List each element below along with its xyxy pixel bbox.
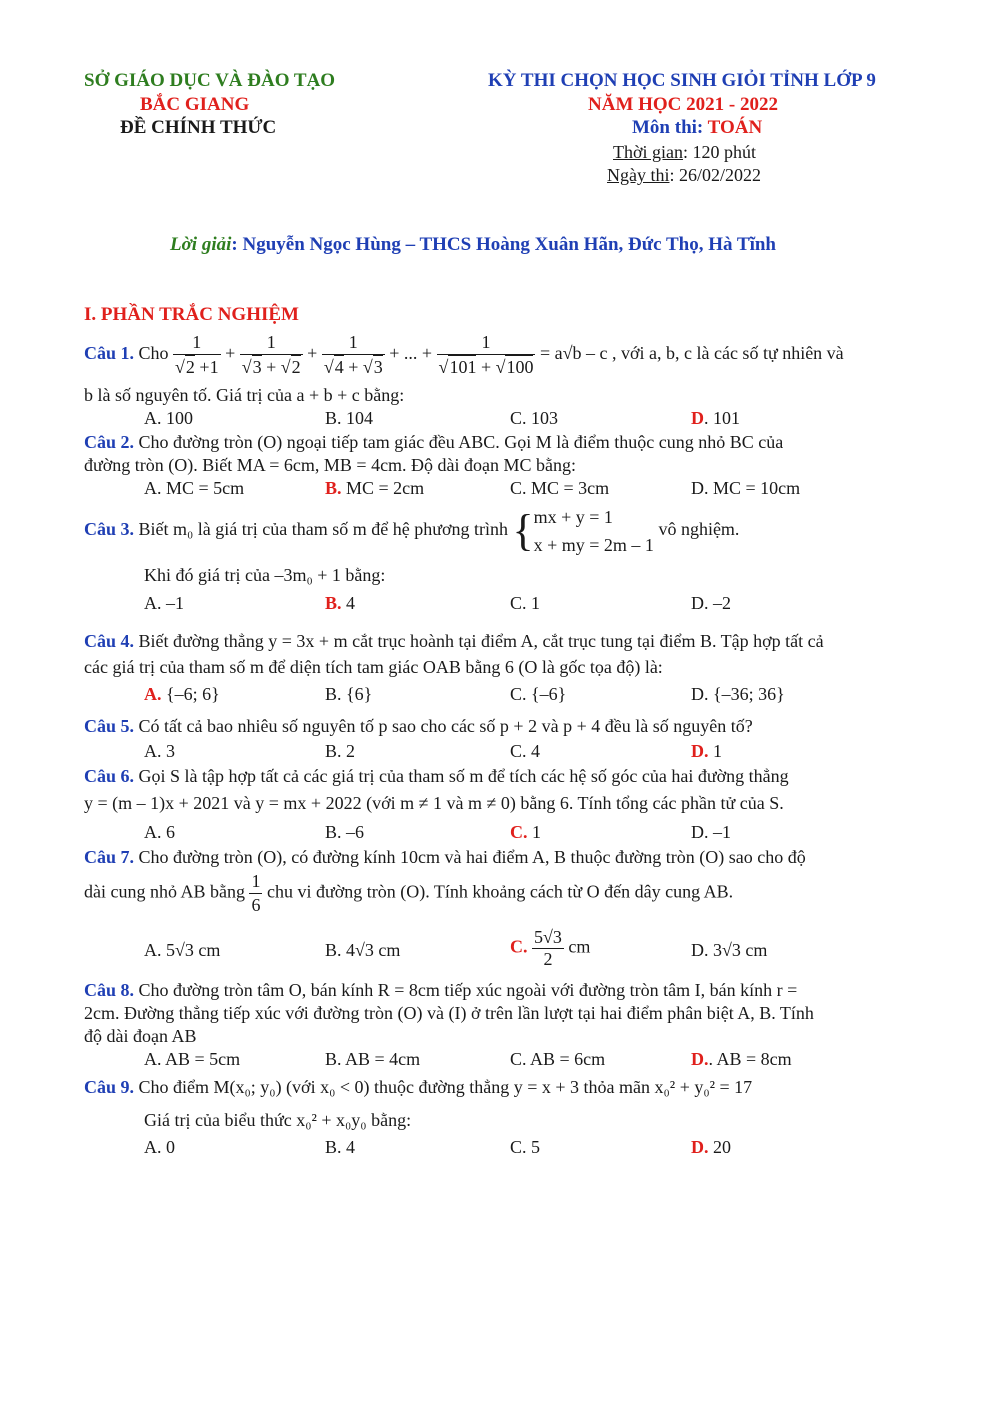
question-label: Câu 8. bbox=[84, 980, 135, 1000]
question-7: Câu 7. Cho đường tròn (O), có đường kính 10cm và hai điểm A, B thuộc đường tròn (O) sao cho độ bbox=[84, 847, 806, 867]
option-c[interactable]: C. 5 bbox=[510, 1137, 541, 1157]
date-label: Ngày thi bbox=[607, 165, 670, 185]
solver-text: : Nguyễn Ngọc Hùng – THCS Hoàng Xuân Hãn, Đức Thọ, Hà Tĩnh bbox=[231, 234, 776, 255]
question-1: Câu 1. Cho $\frac{1}{√2 +1}$ + $\frac{1}{√3 + √2}$ + $\frac{1}{√4 + √3}$ + ... + $\frac{1}{√101 + √100}$ = a√b – c , với a, b, c là các số tự nhiên và bbox=[84, 332, 844, 377]
option-b[interactable]: B. MC = 2cm bbox=[325, 478, 425, 498]
question-8: Câu 8. Cho đường tròn tâm O, bán kính R = 8cm tiếp xúc ngoài với đường tròn tâm I, bán kính r = bbox=[84, 980, 798, 1000]
option-b[interactable]: B. 4 bbox=[325, 1137, 356, 1157]
fraction: $\frac{1}{6}$ bbox=[251, 871, 261, 915]
question-3: Câu 3. Biết m₀ là giá trị của tham số m để hệ phương trình { mx + y = 1 x + my = 2m – 1 vô nghiệm. bbox=[84, 503, 739, 559]
option-b[interactable]: B. 4√3 cm bbox=[325, 940, 401, 960]
question-text: Giá trị của biểu thức x₀² + x₀y₀ bằng: bbox=[144, 1110, 412, 1130]
section-title: I. PHẦN TRẮC NGHIỆM bbox=[84, 304, 299, 325]
fraction: $\frac{1}{√101 + √100}$ bbox=[438, 332, 534, 377]
option-a[interactable]: A. 5√3 cm bbox=[144, 940, 221, 960]
option-d[interactable]: D. 101 bbox=[691, 408, 740, 428]
option-b[interactable]: B. {6} bbox=[325, 684, 373, 704]
subject-label: Môn thi: bbox=[632, 117, 704, 138]
question-label: Câu 9. bbox=[84, 1077, 135, 1097]
question-text: 2cm. Đường thẳng tiếp xúc với đường tròn (O) và (I) ở trên lần lượt tại hai điểm phân biệt A, B. Tính bbox=[84, 1003, 814, 1023]
question-text: = a√b – c , với a, b, c là các số tự nhiên và bbox=[539, 343, 844, 364]
option-c[interactable]: C. 1 bbox=[510, 822, 541, 842]
option-a[interactable]: A. 0 bbox=[144, 1137, 175, 1157]
option-a[interactable]: A. –1 bbox=[144, 593, 184, 613]
option-b[interactable]: B. 2 bbox=[325, 741, 356, 761]
option-c[interactable]: C. {–6} bbox=[510, 684, 567, 704]
fraction: $\frac{1}{√2 +1}$ bbox=[175, 332, 219, 377]
question-text: các giá trị của tham số m để diện tích tam giác OAB bằng 6 (O là gốc tọa độ) là: bbox=[84, 657, 663, 677]
question-text: dài cung nhỏ AB bằng $\frac{1}{6}$ chu vi đường tròn (O). Tính khoảng cách từ O đến dây cung AB. bbox=[84, 871, 734, 915]
option-a[interactable]: A. 3 bbox=[144, 741, 175, 761]
option-d[interactable]: D. –1 bbox=[691, 822, 731, 842]
question-label: Câu 6. bbox=[84, 766, 135, 786]
time-label: Thời gian bbox=[613, 142, 684, 162]
solver-line bbox=[170, 234, 776, 256]
school-year: NĂM HỌC 2021 - 2022 bbox=[588, 94, 778, 115]
province-name: BẮC GIANG bbox=[140, 94, 250, 115]
fraction: $\frac{1}{√3 + √2}$ bbox=[241, 332, 301, 377]
option-a[interactable]: A. 6 bbox=[144, 822, 175, 842]
option-d[interactable]: D. MC = 10cm bbox=[691, 478, 801, 498]
option-a[interactable]: A. 100 bbox=[144, 408, 193, 428]
subject-line bbox=[632, 117, 762, 139]
option-c[interactable]: C. AB = 6cm bbox=[510, 1049, 606, 1069]
question-6: Câu 6. Gọi S là tập hợp tất cả các giá trị của tham số m để tích các hệ số góc của hai đường thẳng bbox=[84, 766, 789, 786]
question-text: đường tròn (O). Biết MA = 6cm, MB = 4cm. Độ dài đoạn MC bằng: bbox=[84, 455, 577, 475]
question-label: Câu 7. bbox=[84, 847, 135, 867]
option-d[interactable]: D. {–36; 36} bbox=[691, 684, 785, 704]
time-line bbox=[613, 142, 756, 163]
subject-value: TOÁN bbox=[707, 117, 763, 138]
question-label: Câu 4. bbox=[84, 631, 135, 651]
question-5: Câu 5. Có tất cả bao nhiêu số nguyên tố p sao cho các số p + 2 và p + 4 đều là số nguyên tố? bbox=[84, 716, 753, 736]
option-b[interactable]: B. 104 bbox=[325, 408, 374, 428]
question-label: Câu 1. bbox=[84, 343, 135, 364]
option-d[interactable]: D. 20 bbox=[691, 1137, 731, 1157]
fraction: $\frac{1}{√4 + √3}$ bbox=[323, 332, 383, 377]
option-b[interactable]: B. –6 bbox=[325, 822, 365, 842]
question-2: Câu 2. Cho đường tròn (O) ngoại tiếp tam giác đều ABC. Gọi M là điểm thuộc cung nhỏ BC của bbox=[84, 432, 784, 452]
option-a[interactable]: A. AB = 5cm bbox=[144, 1049, 241, 1069]
option-a[interactable]: A. {–6; 6} bbox=[144, 684, 220, 704]
option-c[interactable]: C. 103 bbox=[510, 408, 559, 428]
option-d[interactable]: D. 1 bbox=[691, 741, 722, 761]
date-line bbox=[607, 165, 761, 186]
option-b[interactable]: B. AB = 4cm bbox=[325, 1049, 421, 1069]
question-text: Khi đó giá trị của –3m₀ + 1 bằng: bbox=[144, 565, 386, 585]
option-b[interactable]: B. 4 bbox=[325, 593, 356, 613]
solver-label: Lời giải bbox=[170, 234, 232, 255]
option-d[interactable]: D. –2 bbox=[691, 593, 731, 613]
option-c[interactable]: C. 4 bbox=[510, 741, 541, 761]
question-label: Câu 5. bbox=[84, 716, 135, 736]
question-9: Câu 9. Cho điểm M(x₀; y₀) (với x₀ < 0) thuộc đường thẳng y = x + 3 thỏa mãn x₀² + y₀² = 17 bbox=[84, 1077, 753, 1097]
date-value: : 26/02/2022 bbox=[669, 165, 762, 185]
option-c[interactable]: C. MC = 3cm bbox=[510, 478, 610, 498]
time-value: : 120 phút bbox=[683, 142, 757, 162]
question-label: Câu 3. bbox=[84, 519, 135, 540]
option-c[interactable]: C. $\frac{5√3}{2}$ cm bbox=[510, 927, 591, 969]
question-4: Câu 4. Biết đường thẳng y = 3x + m cắt trục hoành tại điểm A, cắt trục tung tại điểm B. Tập hợp tất cả bbox=[84, 631, 824, 651]
question-text: b là số nguyên tố. Giá trị của a + b + c bằng: bbox=[84, 385, 405, 405]
option-a[interactable]: A. MC = 5cm bbox=[144, 478, 245, 498]
exam-title: KỲ THI CHỌN HỌC SINH GIỎI TỈNH LỚP 9 bbox=[488, 70, 876, 91]
fraction: $\frac{5√3}{2}$ bbox=[534, 927, 562, 969]
option-c[interactable]: C. 1 bbox=[510, 593, 541, 613]
option-d[interactable]: D. 3√3 cm bbox=[691, 940, 768, 960]
option-d[interactable]: D.. AB = 8cm bbox=[691, 1049, 792, 1069]
equation-system: mx + y = 1 x + my = 2m – 1 bbox=[533, 507, 654, 555]
system-brace: { bbox=[512, 506, 534, 555]
official-label: ĐỀ CHÍNH THỨC bbox=[120, 117, 277, 138]
department-name: SỞ GIÁO DỤC VÀ ĐÀO TẠO bbox=[84, 70, 336, 91]
question-text: y = (m – 1)x + 2021 và y = mx + 2022 (với m ≠ 1 và m ≠ 0) bằng 6. Tính tổng các phần tử của S. bbox=[84, 793, 784, 813]
question-text: Cho bbox=[138, 343, 169, 364]
question-label: Câu 2. bbox=[84, 432, 135, 452]
question-text: độ dài đoạn AB bbox=[84, 1026, 197, 1046]
